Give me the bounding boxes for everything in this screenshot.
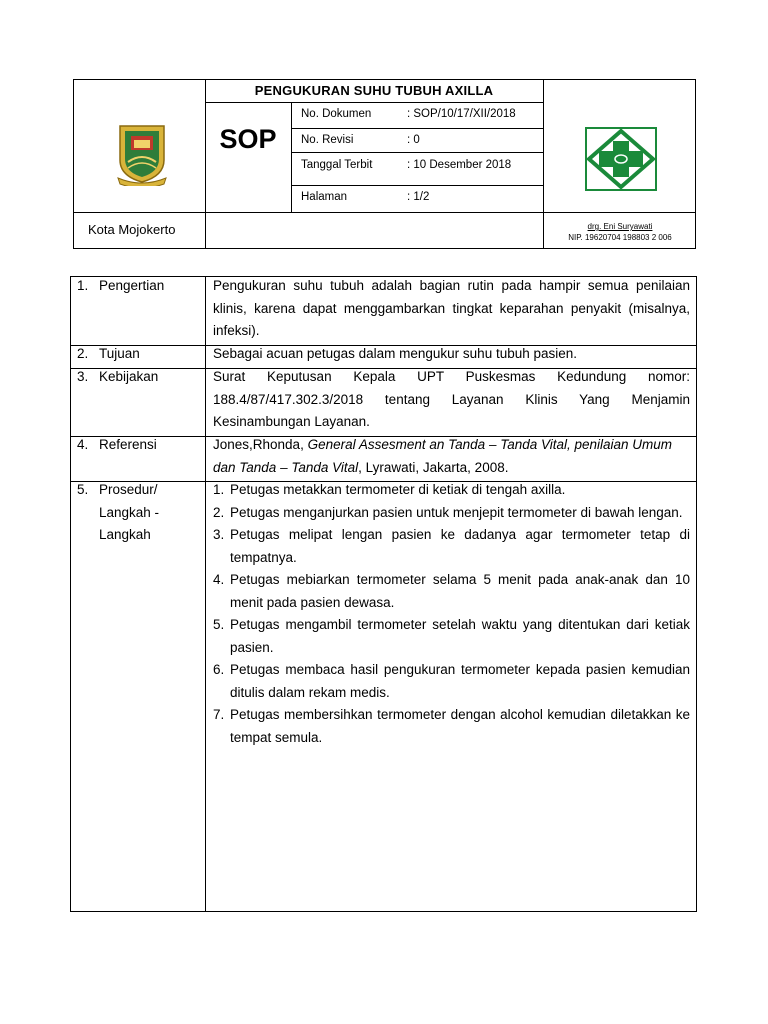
meta-label: Halaman xyxy=(301,191,348,203)
city-crest-logo xyxy=(114,122,170,186)
list-item: 3. Petugas melipat lengan pasien ke dadanya agar termometer tetap di tempatnya. xyxy=(213,527,690,565)
list-item: 5. Petugas mengambil termometer setelah waktu yang ditentukan dari ketiak pasien. xyxy=(213,617,690,655)
meta-value: : 1/2 xyxy=(407,191,430,203)
meta-value: : 10 Desember 2018 xyxy=(407,159,512,171)
meta-value: : 0 xyxy=(407,134,420,146)
signatory-nip: NIP. 19620704 198803 2 006 xyxy=(568,233,672,242)
sop-content-table xyxy=(70,276,697,912)
list-item: 4. Petugas mebiarkan termometer selama 5 menit pada anak-anak dan 10 menit pada pasien dewasa. xyxy=(213,572,690,610)
ref-publisher: , Lyrawati, Jakarta, 2008. xyxy=(358,459,509,475)
list-item: 7. Petugas membersihkan termometer dengan alcohol kemudian diletakkan ke tempat semula. xyxy=(213,707,690,745)
meta-value: : SOP/10/17/XII/2018 xyxy=(407,108,516,120)
section-text-kebijakan: Surat Keputusan Kepala UPT Puskesmas Kedundung nomor: 188.4/87/417.302.3/2018 tentang Layanan Klinis Yang Menjamin Kesinambungan Layanan. xyxy=(213,369,690,429)
divider xyxy=(74,212,695,213)
list-item: 2. Petugas menganjurkan pasien untuk menjepit termometer di bawah lengan. xyxy=(213,504,683,520)
section-label-tujuan: 2. Tujuan xyxy=(77,346,140,361)
city-name: Kota Mojokerto xyxy=(88,222,176,237)
signatory-block xyxy=(544,221,696,243)
document-title: PENGUKURAN SUHU TUBUH AXILLA xyxy=(254,83,494,98)
divider xyxy=(291,152,543,153)
sop-header-table xyxy=(73,79,696,249)
sop-label: SOP xyxy=(219,124,277,154)
divider xyxy=(291,102,292,213)
meta-label: No. Revisi xyxy=(301,134,354,146)
section-text-tujuan: Sebagai acuan petugas dalam mengukur suhu tubuh pasien. xyxy=(213,346,578,361)
section-label-prosedur: 5. Prosedur/ Langkah - Langkah xyxy=(77,482,160,542)
section-text-pengertian: Pengukuran suhu tubuh adalah bagian rutin pada hampir semua penilaian klinis, karena dapat menggambarkan tingkat keparahan penyakit (misalnya, infeksi). xyxy=(213,278,690,338)
section-label-kebijakan: 3. Kebijakan xyxy=(77,369,159,384)
signatory-name: drg. Eni Suryawati xyxy=(587,222,653,231)
meta-label: Tanggal Terbit xyxy=(301,159,373,171)
section-label-referensi: 4. Referensi xyxy=(77,437,157,452)
divider xyxy=(291,185,543,186)
divider xyxy=(291,128,543,129)
meta-label: No. Dokumen xyxy=(301,108,372,120)
section-text-referensi xyxy=(213,434,690,479)
divider xyxy=(205,102,543,103)
divider xyxy=(205,80,206,249)
divider xyxy=(205,277,206,911)
list-item: 6. Petugas membaca hasil pengukuran termometer kepada pasien kemudian ditulis dalam rekam medis. xyxy=(213,662,690,700)
ref-title: General Assesment an Tanda – Tanda Vital, penilaian Umum dan Tanda – Tanda Vital xyxy=(213,437,673,475)
procedure-steps xyxy=(213,479,690,749)
puskesmas-logo xyxy=(585,127,657,191)
ref-author: Jones,Rhonda, xyxy=(213,437,308,452)
section-label-pengertian: 1. Pengertian xyxy=(77,278,165,293)
list-item: 1. Petugas metakkan termometer di ketiak di tengah axilla. xyxy=(213,482,566,497)
